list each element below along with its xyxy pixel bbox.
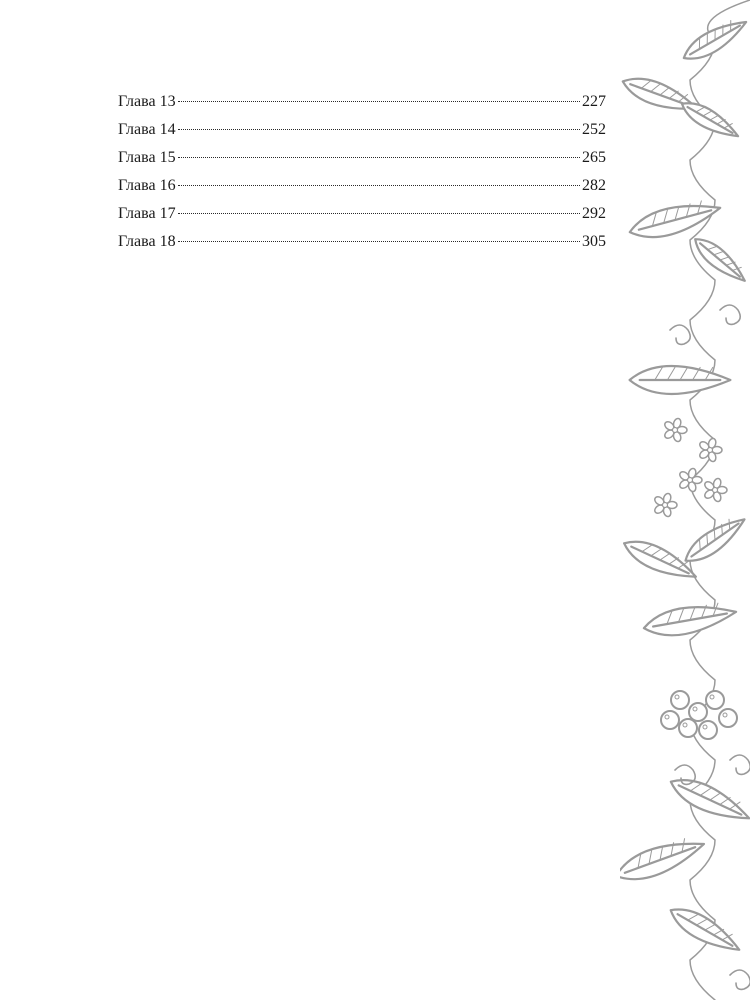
toc-chapter-label: Глава 15 [118, 149, 176, 166]
toc-chapter-label: Глава 18 [118, 233, 176, 250]
toc-entry[interactable] [118, 172, 606, 200]
toc-page-number: 252 [582, 121, 606, 138]
toc-leader-dots [178, 128, 580, 130]
toc-chapter-label: Глава 14 [118, 121, 176, 138]
toc-entry[interactable] [118, 88, 606, 116]
toc-page-number: 265 [582, 149, 606, 166]
toc-chapter-label: Глава 17 [118, 205, 176, 222]
floral-border-icon [620, 0, 750, 1000]
toc-entry[interactable] [118, 116, 606, 144]
toc-page-number: 282 [582, 177, 606, 194]
toc-entry[interactable] [118, 200, 606, 228]
table-of-contents [118, 88, 606, 256]
toc-leader-dots [178, 212, 580, 214]
toc-entry[interactable] [118, 228, 606, 256]
toc-page-number: 305 [582, 233, 606, 250]
toc-chapter-label: Глава 16 [118, 177, 176, 194]
toc-leader-dots [178, 156, 580, 158]
toc-leader-dots [178, 240, 580, 242]
toc-leader-dots [178, 184, 580, 186]
toc-page-number: 227 [582, 93, 606, 110]
toc-page-number: 292 [582, 205, 606, 222]
toc-chapter-label: Глава 13 [118, 93, 176, 110]
toc-entry[interactable] [118, 144, 606, 172]
toc-leader-dots [178, 100, 580, 102]
